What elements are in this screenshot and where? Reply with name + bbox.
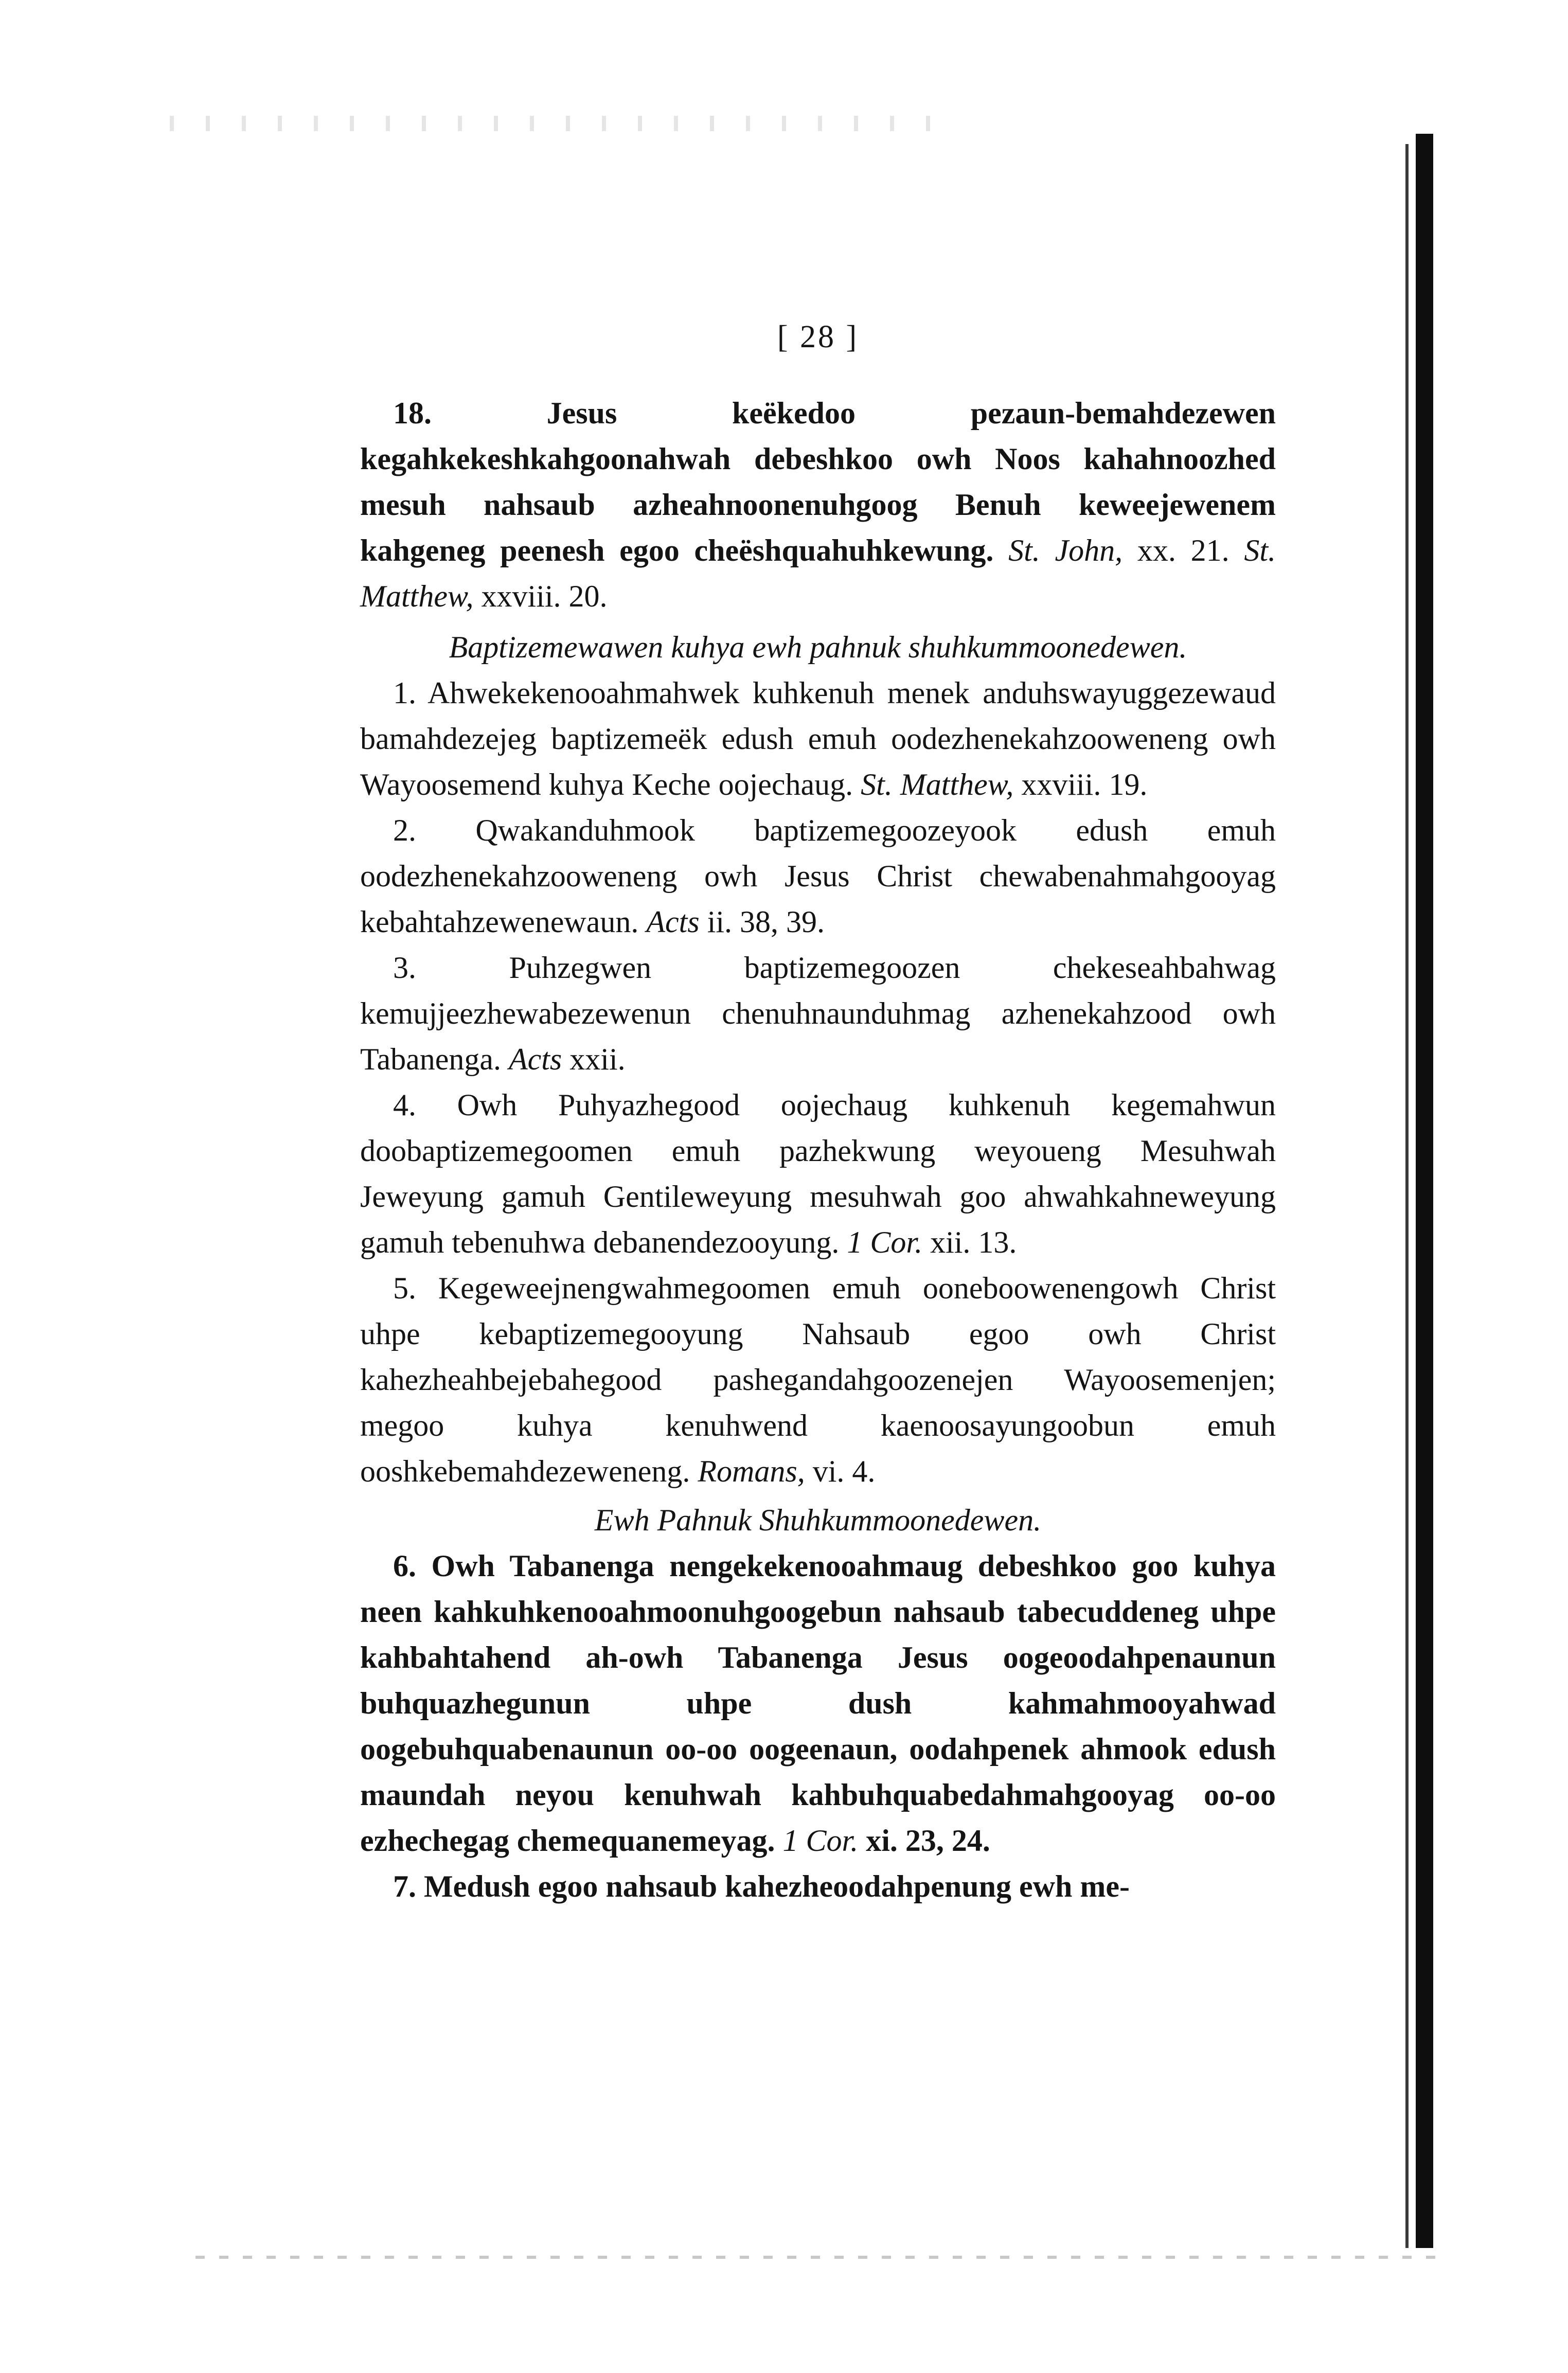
- scripture-ref-verse: xxviii. 20.: [473, 579, 608, 613]
- paragraph-number: 18.: [393, 396, 432, 430]
- scripture-ref-book: St. Matthew,: [360, 533, 1276, 613]
- scripture-ref-verse: xxviii. 19.: [1013, 768, 1148, 801]
- paragraph-18: [360, 390, 1276, 619]
- paragraph-text: Qwakanduhmook baptizemegoozeyook edush emuh oodezhenekahzooweneng owh Jesus Christ chewabenahmahgooyag kebahtahzewenewaun.: [360, 813, 1276, 939]
- paragraph-5: [360, 1265, 1276, 1494]
- paragraph-number: 7.: [393, 1869, 416, 1903]
- scripture-ref-verse: xi. 23, 24.: [858, 1824, 990, 1858]
- paragraph-1: [360, 670, 1276, 808]
- scripture-ref-book: St. John,: [1008, 533, 1123, 567]
- scripture-ref-book: Acts: [646, 905, 700, 939]
- paragraph-2: [360, 808, 1276, 945]
- section-heading-supper: Ewh Pahnuk Shuhkummoonedewen.: [594, 1503, 1042, 1537]
- page-edge-shadow-thin: [1405, 144, 1409, 2248]
- paragraph-number: 4.: [393, 1088, 416, 1122]
- scripture-ref-verse: xxii.: [562, 1042, 626, 1076]
- paragraph-number: 6.: [393, 1549, 416, 1583]
- paragraph-text: Owh Tabanenga nengekekenooahmaug debeshkoo goo kuhya neen kahkuhkenooahmoonuhgoogebun nahsaub tabecuddeneg uhpe kahbahtahend ah-owh Tabanenga Jesus oogeoodahpenaunun buhquazhegunun uhpe dush kahmahmooyahwad oogebuhquabenaunun oo-oo oogeenaun, oodahpenek ahmook edush maundah neyou kenuhwah kahbuhquabedahmahgooyag oo-oo ezhechegag chemequanemeyag.: [360, 1549, 1276, 1858]
- paragraph-text: Owh Puhyazhegood oojechaug kuhkenuh kegemahwun doobaptizemegoomen emuh pazhekwung weyoueng Mesuhwah Jeweyung gamuh Gentileweyung mesuhwah goo ahwahkahneweyung gamuh tebenuhwa debanendezooyung.: [360, 1088, 1276, 1259]
- paragraph-text: Puhzegwen baptizemegoozen chekeseahbahwag kemujjeezhewabezewenun chenuhnaunduhmag azhenekahzood owh Tabanenga.: [360, 951, 1276, 1076]
- paragraph-3: [360, 945, 1276, 1082]
- scripture-ref-book: 1 Cor.: [847, 1225, 923, 1259]
- paragraph-number: 5.: [393, 1271, 416, 1305]
- page-number-header: [ 28 ]: [777, 319, 859, 354]
- scripture-ref-book: St. Matthew,: [861, 768, 1014, 801]
- page-edge-shadow: [1416, 134, 1433, 2248]
- scan-speckles-bottom: [195, 2256, 1446, 2259]
- paragraph-number: 3.: [393, 951, 416, 985]
- scripture-ref-verse: ii. 38, 39.: [699, 905, 825, 939]
- page-text-block: [360, 319, 1276, 1910]
- paragraph-text: Ahwekekenooahmahwek kuhkenuh menek anduhswayuggezewaud bamahdezejeg baptizemeëk edush emuh oodezhenekahzooweneng owh Wayoosemend kuhya Keche oojechaug.: [360, 676, 1276, 801]
- scripture-ref-book: Romans,: [698, 1454, 805, 1488]
- scripture-ref-book: Acts: [508, 1042, 562, 1076]
- paragraph-number: 1.: [393, 676, 416, 710]
- paragraph-4: [360, 1082, 1276, 1265]
- scripture-ref-book: 1 Cor.: [782, 1824, 859, 1858]
- paragraph-text: Medush egoo nahsaub kahezheoodahpenung ewh me-: [416, 1869, 1130, 1903]
- scan-speckles-top: [170, 116, 941, 131]
- paragraph-text: Kegeweejnengwahmegoomen emuh ooneboowenengowh Christ uhpe kebaptizemegooyung Nahsaub egoo owh Christ kahezheahbejebahegood pashegandahgoozenejen Wayoosemenjen; megoo kuhya kenuhwend kaenoosayungoobun emuh ooshkebemahdezeweneng.: [360, 1271, 1276, 1488]
- scripture-ref-verse: xii. 13.: [922, 1225, 1017, 1259]
- section-heading-baptism: Baptizemewawen kuhya ewh pahnuk shuhkummoonedewen.: [449, 630, 1187, 664]
- paragraph-text: Jesus keëkedoo pezaun-bemahdezewen kegahkekeshkahgoonahwah debeshkoo owh Noos kahahnoozhed mesuh nahsaub azheahnoonenuhgoog Benuh keweejewenem kahgeneg peenesh egoo cheëshquahuhkewung.: [360, 396, 1276, 567]
- paragraph-6: [360, 1543, 1276, 1864]
- paragraph-number: 2.: [393, 813, 416, 847]
- scripture-ref-verse: vi. 4.: [805, 1454, 876, 1488]
- scripture-ref-verse: xx. 21.: [1122, 533, 1244, 567]
- paragraph-7: [360, 1864, 1276, 1910]
